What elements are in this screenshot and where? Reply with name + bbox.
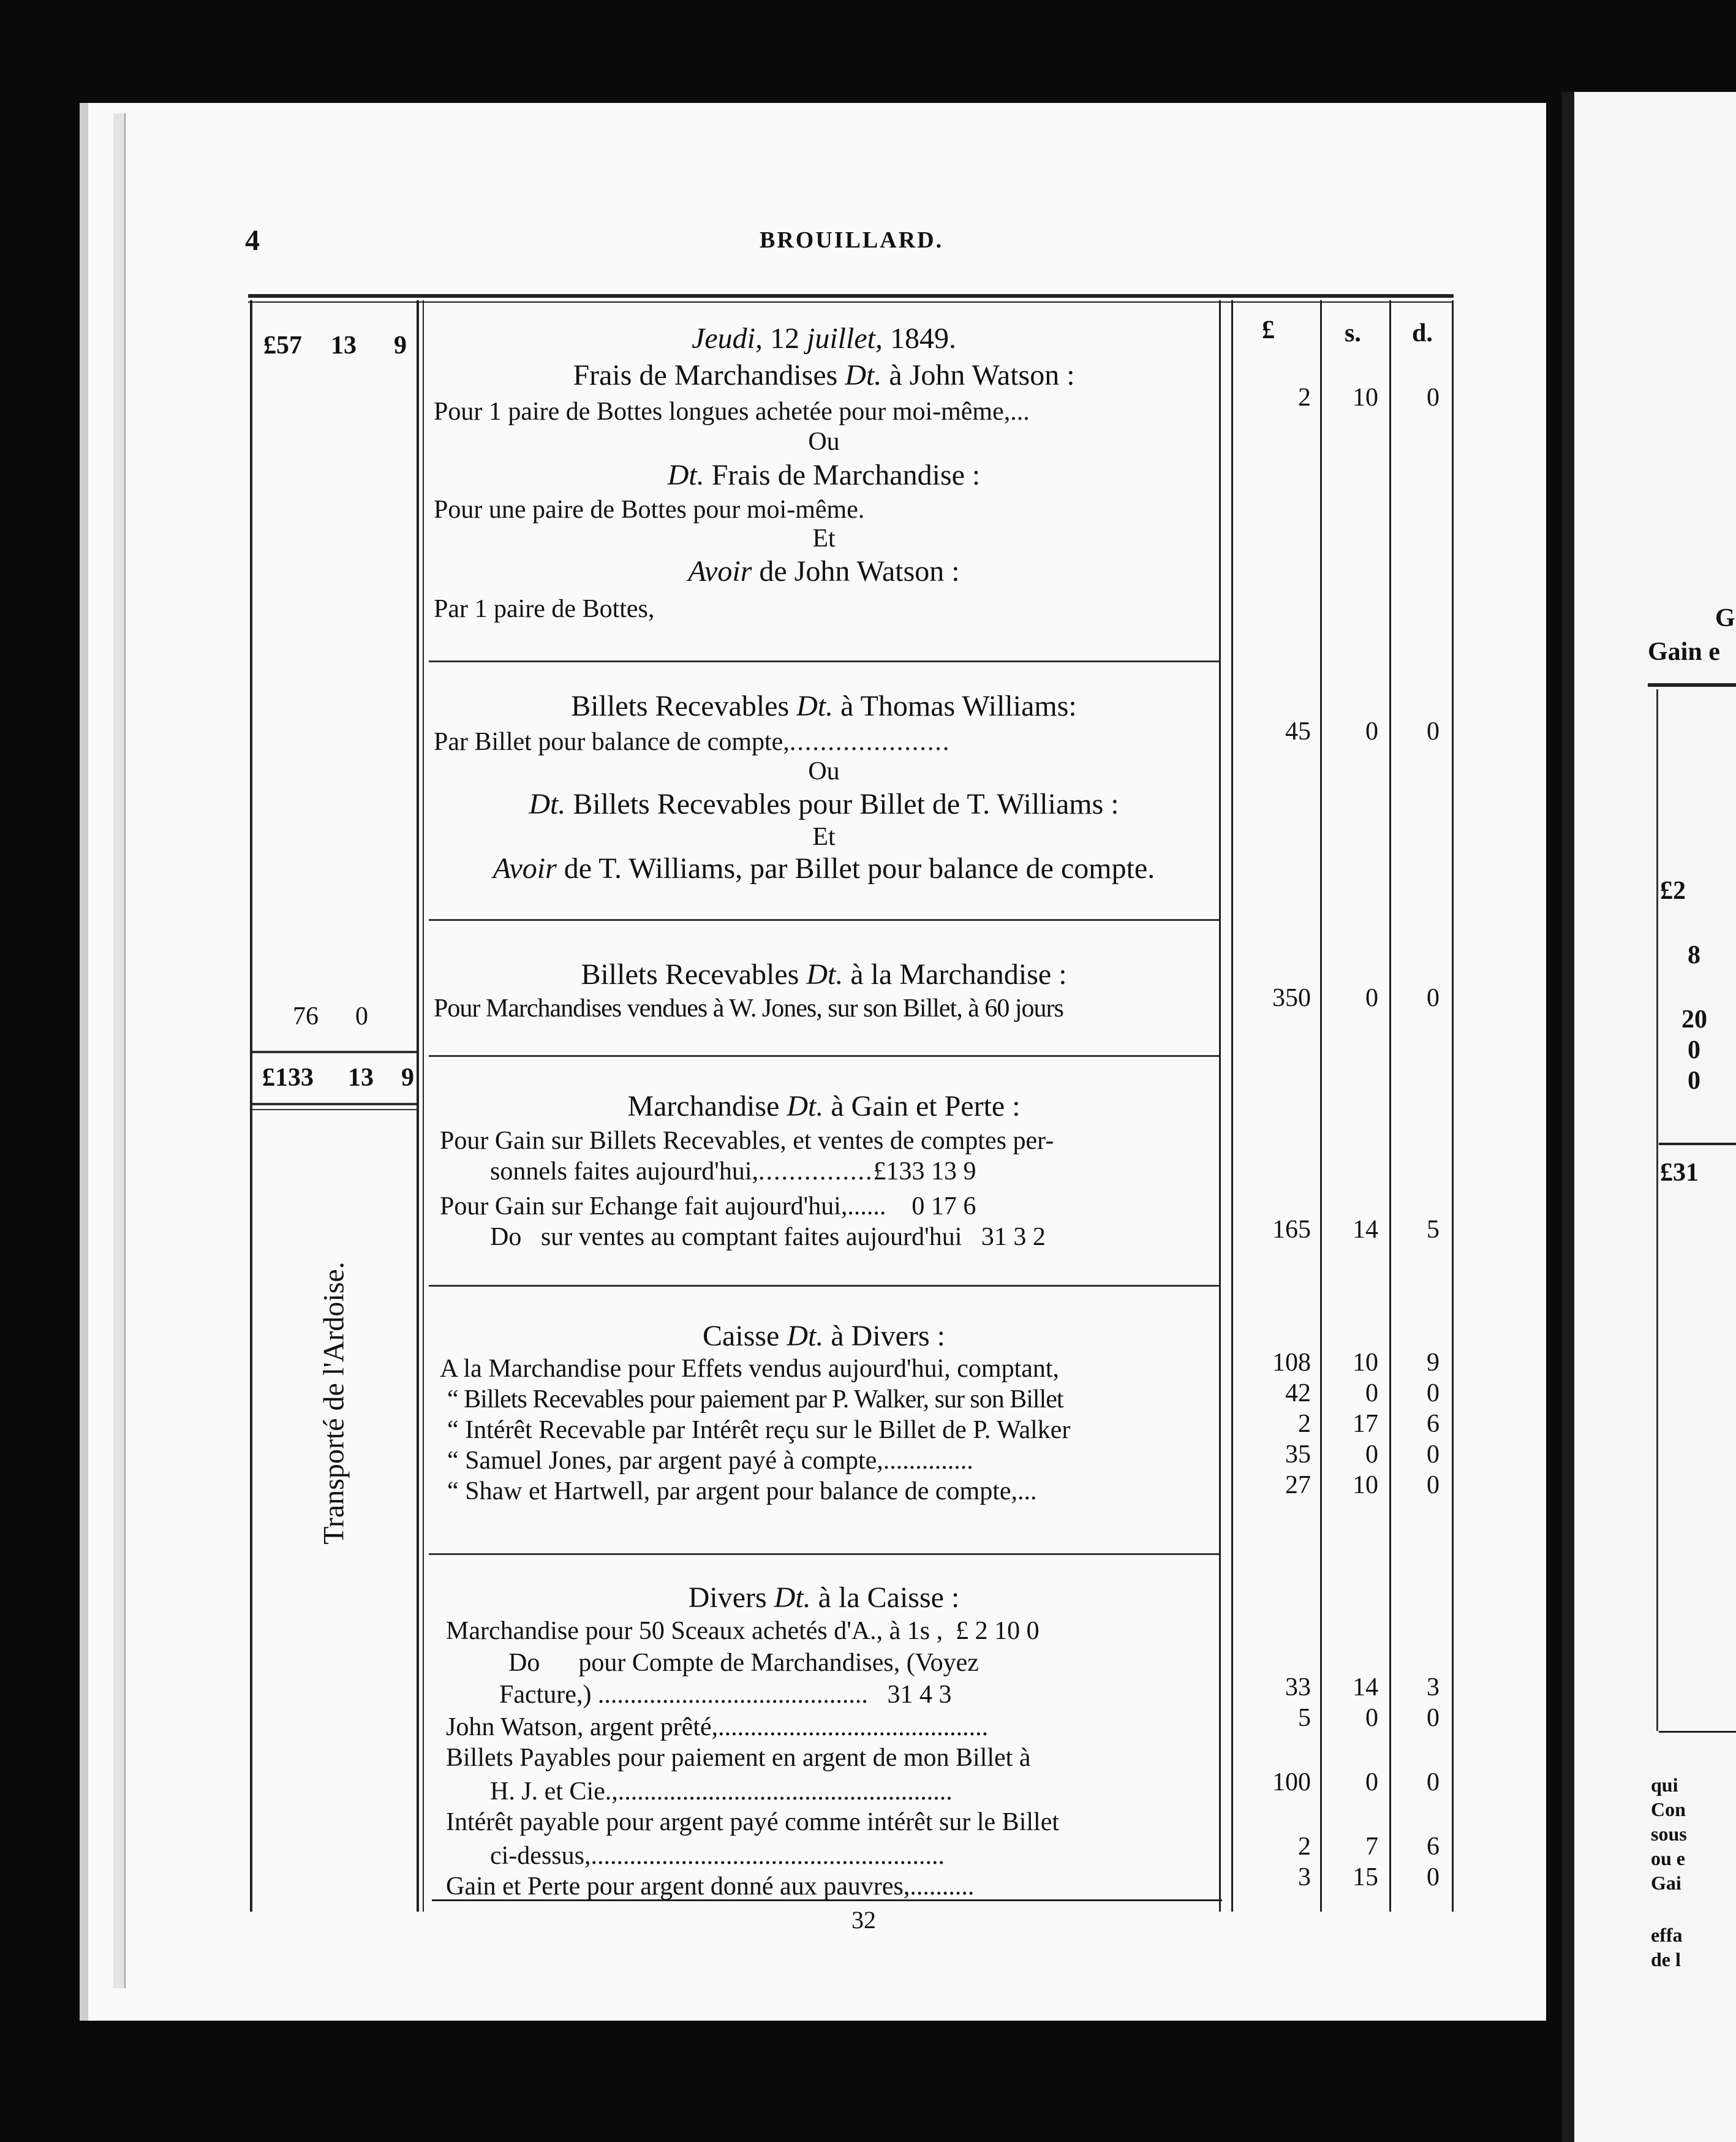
heading-debit: Dt.	[774, 1581, 811, 1614]
entry2-heading	[429, 689, 1219, 723]
text-column-divider	[1219, 300, 1221, 1912]
entry1-line1: Pour 1 paire de Bottes longues achetée pour moi-même,...	[434, 398, 1030, 426]
entry6-line8-pounds: 2	[1298, 1833, 1311, 1861]
page-edge	[113, 113, 126, 1988]
entry5-row-pence: 9	[1427, 1349, 1440, 1377]
entry6-line6-pence: 0	[1427, 1768, 1440, 1796]
avoir-party: de John Watson :	[759, 555, 960, 588]
entry6-ditto: Do	[508, 1649, 540, 1677]
top-rule-thin	[248, 301, 1454, 303]
left-total-rule-bottom	[252, 1103, 417, 1105]
facing-fragment: G	[1715, 604, 1735, 632]
heading-account: Billets Recevables	[571, 690, 790, 722]
entry4-line3-amount: 0 17 6	[911, 1192, 976, 1220]
entry2-alt-heading	[429, 787, 1219, 821]
entry6-line6-pounds: 100	[1272, 1768, 1311, 1796]
shillings-column-divider	[1389, 300, 1391, 1912]
total-pounds: £133	[262, 1064, 314, 1092]
avoir-label: Avoir	[688, 555, 752, 588]
avoir-party: de T. Williams, par Billet pour balance de compte.	[564, 852, 1155, 885]
heading-debit: Dt.	[845, 359, 882, 392]
heading-debit: Dt.	[787, 1320, 824, 1352]
heading-credit-party: à Gain et Perte :	[831, 1090, 1021, 1122]
entry6-line6-shillings: 0	[1365, 1768, 1378, 1796]
date-year: 1849.	[889, 322, 956, 355]
page-number: 4	[245, 224, 260, 257]
entry3-pounds: 350	[1272, 984, 1311, 1012]
entry3-pence: 0	[1427, 984, 1440, 1012]
entry3-heading	[429, 958, 1219, 991]
entry6-line4-shillings: 0	[1365, 1704, 1378, 1732]
entry4-line2-text: sonnels faites aujourd'hui,	[490, 1157, 758, 1186]
entry3-line1: Pour Marchandises vendues à W. Jones, sur son Billet, à 60 jours	[434, 994, 1063, 1023]
entry1-avoir	[429, 554, 1219, 588]
right-border	[1452, 300, 1454, 1912]
facing-page	[1562, 92, 1736, 2142]
entry6-line3	[499, 1680, 1216, 1709]
alt-account: Frais de Marchandise :	[711, 459, 981, 491]
left-total-rule-bottom-thin	[252, 1109, 417, 1110]
heading-debit: Dt.	[806, 958, 843, 991]
facing-fragment: Gain e	[1648, 638, 1720, 666]
entry6-line8-shillings: 7	[1365, 1833, 1378, 1861]
entry2-pounds: 45	[1285, 717, 1311, 746]
entry4-shillings: 14	[1353, 1216, 1378, 1244]
entry6-line4: John Watson, argent prêté,..........................................	[446, 1713, 989, 1741]
entry1-and: Et	[812, 524, 836, 553]
date-mid: 12	[769, 322, 799, 355]
facing-fragment: Con	[1651, 1798, 1686, 1820]
entry6-line1	[446, 1616, 1230, 1646]
entry1-alt-heading	[429, 458, 1219, 492]
heading-credit-party: à la Caisse :	[818, 1581, 960, 1614]
label-column-divider-thin	[423, 300, 424, 1912]
facing-fragment: effa	[1651, 1924, 1683, 1946]
date-day: Jeudi,	[692, 322, 763, 355]
entry6-line1-text: Marchandise pour 50 Sceaux achetés d'A., à 1s ,	[446, 1617, 943, 1645]
facing-rule	[1659, 1143, 1736, 1145]
entry4-line4	[490, 1222, 1213, 1252]
entry2-line1: Par Billet pour balance de compte,.....................	[434, 728, 951, 756]
shilling-column-heading: s.	[1345, 319, 1361, 347]
heading-account: Caisse	[703, 1320, 780, 1352]
facing-fragment: £2	[1660, 877, 1686, 905]
facing-rule	[1648, 683, 1736, 687]
entry6-line8: ci-dessus,.......................................................	[490, 1842, 945, 1870]
heading-account: Marchandise	[627, 1090, 780, 1122]
heading-account: Billets Recevables	[581, 958, 799, 991]
entry5-row-shillings: 0	[1365, 1379, 1378, 1407]
entry1-pounds: 2	[1298, 384, 1311, 412]
entry-divider	[429, 1285, 1219, 1287]
entry6-line9-shillings: 15	[1353, 1863, 1378, 1891]
entry2-avoir	[429, 852, 1219, 885]
entry4-ditto: Do	[490, 1223, 522, 1251]
avoir-label: Avoir	[492, 852, 557, 885]
entry6-line7: Intérêt payable pour argent payé comme intérêt sur le Billet	[446, 1808, 1060, 1836]
entry2-line1-text: Par Billet pour balance de compte,	[434, 728, 790, 756]
alt-debit: Dt.	[667, 459, 704, 491]
entry-divider	[429, 1055, 1219, 1057]
heading-credit-party: à Divers :	[831, 1320, 945, 1352]
entry5-row-pounds: 27	[1285, 1471, 1311, 1499]
carried-from-slate-label: Transporté de l'Ardoise.	[317, 1262, 350, 1545]
alt-account: Billets Recevables pour Billet de T. Williams :	[573, 788, 1119, 820]
entry5-row-shillings: 17	[1353, 1410, 1378, 1438]
facing-fragment: 8	[1688, 941, 1700, 969]
entry6-line1-amount: £ 2 10 0	[956, 1617, 1040, 1645]
entry5-row-pence: 6	[1427, 1410, 1440, 1438]
facing-fragment: £31	[1660, 1159, 1699, 1187]
entry5-row: “ Shaw et Hartwell, par argent pour balance de compte,...	[447, 1477, 1037, 1505]
brought-forward-pounds: £57	[263, 331, 302, 360]
entry5-row-pence: 0	[1427, 1471, 1440, 1499]
heading-credit-party: à John Watson :	[889, 359, 1075, 392]
facing-fragment: Gai	[1651, 1872, 1681, 1894]
brought-forward-shillings: 13	[331, 331, 357, 360]
entry2-pence: 0	[1427, 717, 1440, 746]
alt-debit: Dt.	[529, 788, 566, 820]
entry6-heading	[429, 1581, 1219, 1614]
entry6-line3-pounds: 33	[1285, 1673, 1311, 1701]
entry6-line3-pence: 3	[1427, 1673, 1440, 1701]
entry6-line2-text: pour Compte de Marchandises, (Voyez	[578, 1649, 979, 1677]
entry5-row-shillings: 0	[1365, 1440, 1378, 1469]
heading-credit-party: à la Marchandise :	[850, 958, 1067, 991]
entry4-line4-amount: 31 3 2	[981, 1223, 1046, 1251]
facing-rule	[1659, 1731, 1736, 1733]
entry5-row: “ Intérêt Recevable par Intérêt reçu sur le Billet de P. Walker	[447, 1416, 1071, 1444]
text-column-divider-2	[1231, 300, 1233, 1912]
entry5-row-pence: 0	[1427, 1379, 1440, 1407]
entry5-row-pence: 0	[1427, 1440, 1440, 1469]
entry4-pounds: 165	[1272, 1216, 1311, 1244]
entry6-line5: Billets Payables pour paiement en argent de mon Billet à	[446, 1744, 1031, 1772]
left-border	[250, 300, 252, 1912]
entry-amount-shillings: 0	[355, 1002, 368, 1031]
total-shillings: 13	[348, 1064, 374, 1092]
entry1-date	[429, 322, 1219, 355]
top-rule	[248, 294, 1454, 298]
facing-fragment: qui	[1651, 1774, 1678, 1796]
facing-fragment: 20	[1681, 1005, 1707, 1034]
entry6-line2	[508, 1648, 1213, 1678]
entry4-line4-text: sur ventes au comptant faites aujourd'hui	[540, 1223, 962, 1251]
entry4-line3	[440, 1192, 1224, 1221]
entry6-line3-amount: 31 4 3	[887, 1681, 952, 1709]
entry6-line4-pounds: 5	[1298, 1704, 1311, 1732]
total-pence: 9	[401, 1064, 414, 1092]
entry6-line3-shillings: 14	[1353, 1673, 1378, 1701]
facing-fragment: 0	[1688, 1067, 1700, 1095]
entry5-row-pounds: 2	[1298, 1410, 1311, 1438]
signature-number: 32	[851, 1906, 876, 1934]
entry2-or: Ou	[808, 757, 840, 785]
facing-fragment: sous	[1651, 1823, 1687, 1845]
facing-fragment: ou e	[1651, 1847, 1685, 1869]
entry5-row: A la Marchandise pour Effets vendus aujourd'hui, comptant,	[440, 1355, 1060, 1383]
entry6-line9-pounds: 3	[1298, 1863, 1311, 1891]
entry1-shillings: 10	[1353, 384, 1378, 412]
entry3-shillings: 0	[1365, 984, 1378, 1012]
entry5-row: “ Billets Recevables pour paiement par P. Walker, sur son Billet	[447, 1385, 1063, 1413]
heading-account: Divers	[688, 1581, 767, 1614]
entry5-row-pounds: 35	[1285, 1440, 1311, 1469]
entry6-line6: H. J. et Cie.,....................................................	[490, 1777, 953, 1806]
entry5-row-shillings: 10	[1353, 1349, 1378, 1377]
heading-debit: Dt.	[796, 690, 834, 722]
entry5-row: “ Samuel Jones, par argent payé à compte,..............	[447, 1447, 973, 1475]
entry1-heading	[429, 358, 1219, 392]
entry4-line1: Pour Gain sur Billets Recevables, et ventes de comptes per-	[440, 1127, 1054, 1155]
entry6-line3-text: Facture,) ..........................................	[499, 1681, 868, 1709]
heading-credit-party: à Thomas Williams:	[840, 690, 1077, 722]
entry4-line2-amount: £133 13 9	[873, 1157, 976, 1186]
entry4-pence: 5	[1427, 1216, 1440, 1244]
left-total-rule	[252, 1051, 417, 1053]
entry1-pence: 0	[1427, 384, 1440, 412]
entry-divider	[429, 1553, 1219, 1555]
label-column-divider	[417, 300, 419, 1912]
entry1-or: Ou	[808, 428, 840, 456]
brought-forward-pence: 9	[394, 331, 407, 360]
entry1-line3: Par 1 paire de Bottes,	[434, 595, 655, 623]
running-head: BROUILLARD.	[760, 227, 944, 253]
entry6-line9: Gain et Perte pour argent donné aux pauvres,..........	[446, 1872, 975, 1901]
entry6-line8-pence: 6	[1427, 1833, 1440, 1861]
entry1-line2: Pour une paire de Bottes pour moi-même.	[434, 496, 865, 524]
facing-fragment: de l	[1651, 1948, 1681, 1970]
entry2-and: Et	[812, 823, 836, 851]
date-month: juillet,	[806, 322, 883, 355]
entry4-line3-text: Pour Gain sur Echange fait aujourd'hui,......	[440, 1192, 886, 1220]
facing-fragment: 0	[1688, 1036, 1700, 1064]
entry5-row-pounds: 108	[1272, 1349, 1311, 1377]
entry4-heading	[429, 1089, 1219, 1123]
pounds-column-divider	[1320, 300, 1322, 1912]
entry-divider	[429, 660, 1219, 662]
heading-account: Frais de Marchandises	[573, 359, 838, 392]
entry6-line9-pence: 0	[1427, 1863, 1440, 1891]
entry-divider	[429, 919, 1219, 921]
entry5-heading	[429, 1319, 1219, 1353]
entry2-shillings: 0	[1365, 717, 1378, 746]
entry5-row-pounds: 42	[1285, 1379, 1311, 1407]
pound-column-heading: £	[1262, 316, 1275, 344]
entry5-row-shillings: 10	[1353, 1471, 1378, 1499]
entry-amount-pounds: 76	[293, 1002, 319, 1031]
entry6-line4-pence: 0	[1427, 1704, 1440, 1732]
pence-column-heading: d.	[1412, 319, 1433, 347]
entry4-line2: sonnels faites aujourd'hui,...............£133 13 9	[490, 1157, 976, 1186]
heading-debit: Dt.	[787, 1090, 824, 1122]
facing-vline	[1656, 689, 1658, 1731]
